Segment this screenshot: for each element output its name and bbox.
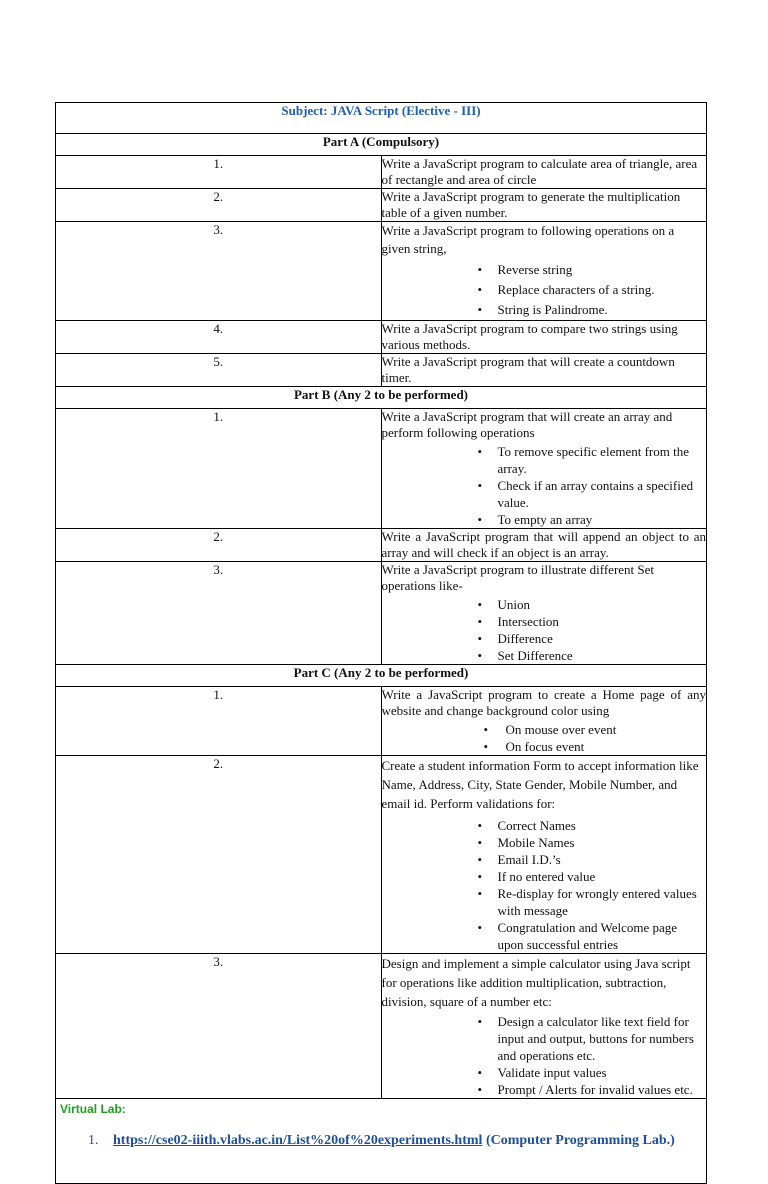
bullet-list [382, 817, 707, 953]
list-item: • Replace characters of a string. [382, 280, 707, 300]
virtual-lab-row [56, 1099, 707, 1184]
item-text: Write a JavaScript program to illustrate different Set operations like- [381, 562, 655, 593]
item-number: 1. [56, 156, 382, 189]
item-text: Design and implement a simple calculator using Java script for operations like addition multiplication, subtraction, division, square of a number etc: [381, 956, 691, 1009]
list-item: • If no entered value [382, 868, 707, 885]
list-item: • Union [382, 596, 707, 613]
list-item [88, 1131, 702, 1151]
table-row [56, 687, 707, 756]
item-number: 3. [56, 222, 382, 321]
list-item: • Prompt / Alerts for invalid values etc. [382, 1081, 707, 1098]
part-a-header-row [56, 134, 707, 156]
list-item: • On mouse over event [382, 721, 707, 738]
table-row [56, 529, 707, 562]
list-item: • To remove specific element from the array. [382, 443, 707, 477]
list-item: • Email I.D.’s [382, 851, 707, 868]
syllabus-table [55, 102, 707, 1184]
list-item: • Difference [382, 630, 707, 647]
item-text: Write a JavaScript program to generate the multiplication table of a given number. [381, 189, 707, 222]
item-number: 2. [56, 529, 382, 562]
item-text: Write a JavaScript program to following operations on a given string, [381, 223, 675, 256]
item-number: 5. [56, 354, 382, 387]
subject-title: Subject: JAVA Script (Elective - III) [56, 103, 707, 134]
list-item: • To empty an array [382, 511, 707, 528]
list-item: • Correct Names [382, 817, 707, 834]
table-row [56, 954, 707, 1099]
item-text: Write a JavaScript program that will append an object to an array and will check if an object is an array. [381, 529, 706, 560]
virtual-lab-label: (Computer Programming Lab.) [485, 1133, 675, 1148]
item-cell [381, 222, 707, 321]
table-row [56, 562, 707, 665]
item-cell [381, 409, 707, 529]
item-cell [381, 756, 707, 954]
part-b-header-row [56, 387, 707, 409]
table-row [56, 756, 707, 954]
item-number: 1. [56, 409, 382, 529]
item-text: Write a JavaScript program that will create an array and perform following operations [381, 409, 673, 440]
item-number: 2. [56, 756, 382, 954]
list-item: • On focus event [382, 738, 707, 755]
list-item: • Check if an array contains a specified value. [382, 477, 707, 511]
item-number: 2. [56, 189, 382, 222]
table-row [56, 156, 707, 189]
table-row [56, 222, 707, 321]
list-item: • Design a calculator like text field for input and output, buttons for numbers and operations etc. [382, 1013, 707, 1064]
item-number: 1. [88, 1133, 99, 1148]
bullet-list [382, 1013, 707, 1098]
item-number: 4. [56, 321, 382, 354]
list-item: • Set Difference [382, 647, 707, 664]
table-row [56, 321, 707, 354]
item-text: Write a JavaScript program to create a Home page of any website and change background color using [381, 687, 706, 718]
item-text: Write a JavaScript program to compare two strings using various methods. [381, 321, 707, 354]
item-number: 3. [56, 562, 382, 665]
item-text: Create a student information Form to accept information like Name, Address, City, State Gender, Mobile Number, and email id. Perform validations for: [381, 758, 699, 811]
list-item: • Intersection [382, 613, 707, 630]
syllabus-page [55, 102, 707, 1184]
item-cell [381, 687, 707, 756]
virtual-lab-link[interactable]: https://cse02-iiith.vlabs.ac.in/List%20of%20experiments.html [113, 1133, 483, 1148]
bullet-list [382, 721, 707, 755]
virtual-lab-title: Virtual Lab: [60, 1102, 126, 1116]
table-row [56, 409, 707, 529]
bullet-list [382, 443, 707, 528]
item-cell [381, 562, 707, 665]
list-item: • String is Palindrome. [382, 300, 707, 320]
list-item: • Reverse string [382, 260, 707, 280]
table-row [56, 354, 707, 387]
bullet-list [382, 596, 707, 664]
part-c-heading: Part C (Any 2 to be performed) [56, 665, 707, 687]
item-number: 3. [56, 954, 382, 1099]
part-b-heading: Part B (Any 2 to be performed) [56, 387, 707, 409]
list-item: • Congratulation and Welcome page upon successful entries [382, 919, 707, 953]
table-row [56, 189, 707, 222]
list-item: • Validate input values [382, 1064, 707, 1081]
part-a-heading: Part A (Compulsory) [56, 134, 707, 156]
list-item: • Mobile Names [382, 834, 707, 851]
part-c-header-row [56, 665, 707, 687]
bullet-list [382, 260, 707, 320]
virtual-lab-cell [56, 1099, 707, 1184]
subject-row [56, 103, 707, 134]
item-text: Write a JavaScript program to calculate area of triangle, area of rectangle and area of circle [381, 156, 707, 189]
item-cell [381, 954, 707, 1099]
list-item: • Re-display for wrongly entered values with message [382, 885, 707, 919]
item-number: 1. [56, 687, 382, 756]
item-text: Write a JavaScript program that will create a countdown timer. [381, 354, 707, 387]
